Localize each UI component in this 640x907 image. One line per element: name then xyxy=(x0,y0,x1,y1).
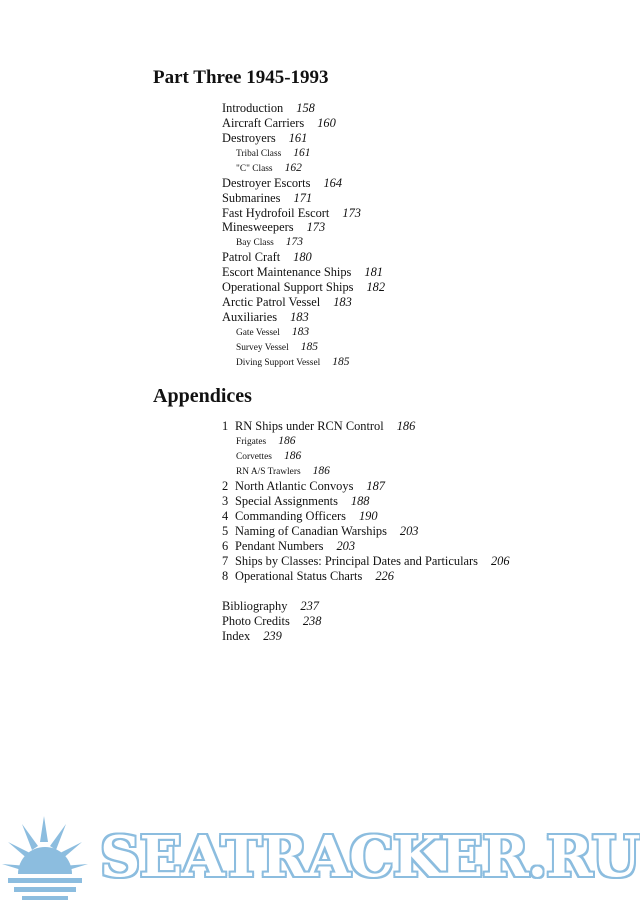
entry-label: "C" Class xyxy=(236,164,273,174)
entry-label: Tribal Class xyxy=(236,149,282,159)
toc-entry[interactable] xyxy=(222,116,336,131)
entry-index: 8 xyxy=(222,569,229,583)
watermark xyxy=(0,808,640,907)
entry-index: 4 xyxy=(222,509,229,523)
toc-entry[interactable] xyxy=(222,509,378,524)
part-three-heading: Part Three 1945-1993 xyxy=(153,67,329,88)
entry-page: 173 xyxy=(342,206,361,220)
entry-page: 237 xyxy=(300,599,319,613)
entry-page: 185 xyxy=(300,341,318,353)
toc-entry[interactable] xyxy=(222,220,325,235)
entry-page: 158 xyxy=(296,101,315,115)
entry-page: 182 xyxy=(366,280,386,294)
entry-label: Pendant Numbers xyxy=(235,539,324,553)
toc-entry[interactable] xyxy=(222,310,309,325)
entry-label: Bibliography xyxy=(222,599,288,613)
toc-entry[interactable] xyxy=(222,629,282,644)
toc-entry[interactable] xyxy=(222,599,319,614)
toc-entry[interactable] xyxy=(222,250,312,265)
entry-page: 226 xyxy=(375,569,394,583)
entry-label: Survey Vessel xyxy=(236,343,289,353)
toc-entry[interactable] xyxy=(222,539,355,554)
toc-entry[interactable] xyxy=(222,131,307,146)
entry-page: 203 xyxy=(399,524,419,538)
entry-index: 3 xyxy=(222,494,229,508)
entry-index: 5 xyxy=(222,524,229,538)
entry-index: 7 xyxy=(222,554,229,568)
entry-page: 183 xyxy=(333,295,352,309)
entry-label: Arctic Patrol Vessel xyxy=(222,295,321,309)
toc-entry[interactable] xyxy=(222,569,394,584)
entry-page: 203 xyxy=(336,539,356,553)
toc-entry[interactable] xyxy=(222,614,321,629)
entry-page: 187 xyxy=(366,479,385,493)
entry-label: Submarines xyxy=(222,191,281,205)
toc-subentry[interactable] xyxy=(236,464,330,480)
entry-page: 173 xyxy=(306,220,326,234)
entry-page: 173 xyxy=(285,236,304,248)
entry-label: Escort Maintenance Ships xyxy=(222,265,352,279)
entry-page: 238 xyxy=(302,614,322,628)
entry-label: Bay Class xyxy=(236,238,274,248)
appendices-heading: Appendices xyxy=(153,385,252,407)
toc-subentry[interactable] xyxy=(236,434,295,450)
entry-page: 180 xyxy=(293,250,312,264)
entry-page: 185 xyxy=(332,356,350,368)
entry-page: 186 xyxy=(283,450,302,462)
entry-index: 2 xyxy=(222,479,229,493)
entry-page: 190 xyxy=(358,509,378,523)
entry-label: Diving Support Vessel xyxy=(236,358,321,368)
entry-label: Operational Support Ships xyxy=(222,280,354,294)
entry-label: Special Assignments xyxy=(235,494,338,508)
entry-index: 6 xyxy=(222,539,229,553)
entry-label: Frigates xyxy=(236,437,267,447)
toc-subentry[interactable] xyxy=(236,161,302,177)
entry-label: Ships by Classes: Principal Dates and Particulars xyxy=(235,554,478,568)
toc-subentry[interactable] xyxy=(236,340,318,356)
entry-page: 162 xyxy=(284,162,302,174)
entry-label: Index xyxy=(222,629,251,643)
entry-label: Auxiliaries xyxy=(222,310,278,324)
entry-label: Patrol Craft xyxy=(222,250,281,264)
entry-page: 181 xyxy=(364,265,383,279)
toc-subentry[interactable] xyxy=(236,325,309,341)
entry-label: RN Ships under RCN Control xyxy=(235,419,384,433)
toc-entry[interactable] xyxy=(222,176,342,191)
toc-entry[interactable] xyxy=(222,494,370,509)
toc-subentry[interactable] xyxy=(236,235,303,251)
toc-subentry[interactable] xyxy=(236,355,349,371)
entry-label: Introduction xyxy=(222,101,284,115)
entry-page: 164 xyxy=(323,176,343,190)
toc-entry[interactable] xyxy=(222,191,312,206)
entry-label: Aircraft Carriers xyxy=(222,116,305,130)
watermark-text: SEATRACKER.RU xyxy=(100,824,640,890)
entry-label: Minesweepers xyxy=(222,220,294,234)
entry-label: Naming of Canadian Warships xyxy=(235,524,387,538)
entry-page: 161 xyxy=(293,147,311,159)
entry-page: 239 xyxy=(263,629,282,643)
entry-label: Commanding Officers xyxy=(235,509,346,523)
entry-label: Photo Credits xyxy=(222,614,290,628)
toc-entry[interactable] xyxy=(222,265,383,280)
toc-entry[interactable] xyxy=(222,524,419,539)
entry-page: 186 xyxy=(396,419,416,433)
toc-entry[interactable] xyxy=(222,554,510,569)
toc-entry[interactable] xyxy=(222,479,385,494)
toc-entry[interactable] xyxy=(222,206,361,221)
entry-page: 206 xyxy=(490,554,510,568)
entry-index: 1 xyxy=(222,419,229,433)
entry-label: Operational Status Charts xyxy=(235,569,363,583)
entry-label: Fast Hydrofoil Escort xyxy=(222,206,330,220)
toc-entry[interactable] xyxy=(222,280,385,295)
entry-label: North Atlantic Convoys xyxy=(235,479,354,493)
entry-label: RN A/S Trawlers xyxy=(236,467,301,477)
entry-label: Corvettes xyxy=(236,452,272,462)
entry-page: 186 xyxy=(278,435,296,447)
entry-page: 183 xyxy=(290,310,309,324)
toc-subentry[interactable] xyxy=(236,146,311,162)
toc-entry[interactable] xyxy=(222,295,352,310)
entry-page: 161 xyxy=(288,131,308,145)
entry-label: Destroyers xyxy=(222,131,276,145)
toc-subentry[interactable] xyxy=(236,449,301,465)
entry-page: 183 xyxy=(291,326,310,338)
entry-page: 186 xyxy=(312,465,330,477)
entry-page: 160 xyxy=(317,116,336,130)
entry-label: Destroyer Escorts xyxy=(222,176,311,190)
entry-page: 171 xyxy=(293,191,313,205)
toc-entry[interactable] xyxy=(222,101,315,116)
entry-page: 188 xyxy=(350,494,370,508)
sun-icon xyxy=(0,808,98,907)
entry-label: Gate Vessel xyxy=(236,328,280,338)
toc-entry[interactable] xyxy=(222,419,415,434)
